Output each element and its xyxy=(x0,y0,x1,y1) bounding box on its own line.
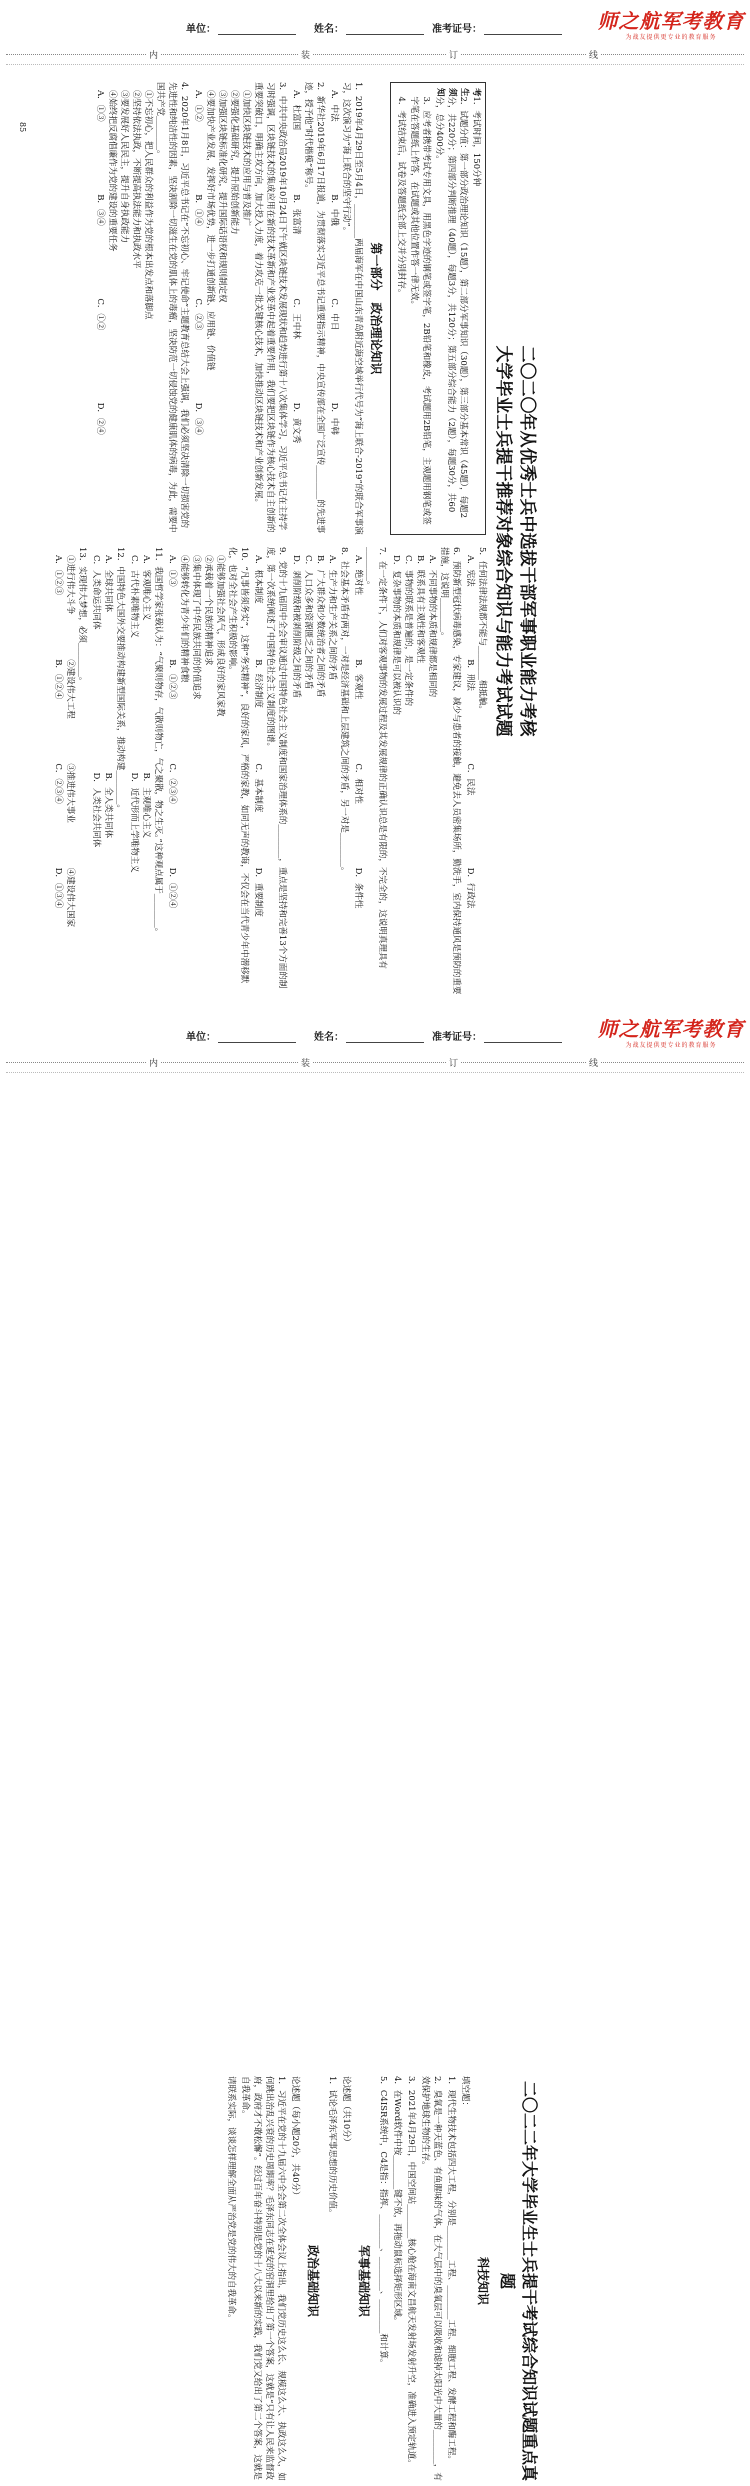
unit-field: 单位： xyxy=(186,20,296,35)
exam-page-1 xyxy=(10,82,540,1000)
cut-label: 装 xyxy=(298,1056,313,1069)
section-heading: 政治基础知识 xyxy=(306,2244,320,2317)
question-10: 10．“凡事皆须务实”，这种“务实精神”，良好的家风，严格的家教，如同无声的教诲，不仅会在当代青少年中潜移默化，也对全社会产生积极的影响。 ①能够加强社会风气，形成良好的家风家教 ②承载着一个民族的精神追求 ③集中体现了中华民族共同的价值追求 ④能够转化为青少年们的精神食粮 A．①③ B．①②③ C．②③④ D．①②④ xyxy=(167,547,249,984)
question-4: 4．2020年1月8日，习近平总书记在“不忘初心、牢记使命”主题教育总结大会上强调，我们必须坚决清除一切损害党的先进性和纯洁性的因素，坚决割除一切滋生在党的肌体上的毒瘤，坚决防范一切侵蚀党的健康肌体的病毒，为此，需要中国共产党________。 ①不忘初心，把人民群众的利益作为党的根本出发点和落脚点 ②坚持依法执政，不断提高执法能力和执政水平 ③要发展好人民民主，提升自身执政能力 ④始终把反腐倡廉作为党的建设的重要任务 A．①③ B．③④ C．①② D．②④ xyxy=(95,82,189,533)
section-intro: 填空题： xyxy=(460,2076,470,2111)
question-13: 13．实现伟大梦想，必须________。 ①进行伟大斗争 ②建设伟大工程 ③推进伟大事业 ④建设伟大国家 A．①②③ B．①②④ C．②③④ D．①③④ xyxy=(53,547,87,928)
name-field: 姓名： xyxy=(314,20,424,35)
essay-question: 1．习近平在党的十九届六中全会第二次全体会议上指出，我们党历史这么长、规模这么大、执政这么久，如何跳出治乱兴衰的历史周期率？毛泽东同志在延安的窑洞里给出了第一个答案，这就是“只有让人民来监督政府，政府才不敢松懈”。经过百年奋斗特别是党的十八大以来新的实践，我们党又给出了第二个答案，这就是自我革命。 xyxy=(240,2076,286,2481)
question-8: 8．社会基本矛盾有两对，一对是经济基础和上层建筑之间的矛盾，另一对是________。 A．生产力和生产关系之间的矛盾 B．广大群众和少数统治者之间的矛盾 C．人口众多和资源匮乏之间的矛盾 D．剥削阶级和被剥削阶级之间的矛盾 xyxy=(291,547,349,876)
question-3: 3．中共中央政治局2019年10月24日下午就区块链技术发展现状和趋势进行第十八次集体学习，习近平总书记在主持学习时强调，区块链技术的集成应用在新的技术革新和产业变革中起着重要作用，我们要把区块链作为核心技术自主创新的重要突破口，明确主攻方向，加大投入力度，着力攻克一批关键核心技术，加快推动区块链技术和产业创新发展。 ①加快区块链技术的应用与普及推广 ②要强化基础研究，提升原始创新能力 ③加强区块链标准化研究，提升国际话语权和规则制定权 ④要加快产业发展，发挥好市场优势，进一步打通创新链、应用链、价值链 A．①② B．①④ C．②③ D．③④ xyxy=(193,82,287,533)
cut-label: 内 xyxy=(146,48,161,61)
unit-field: 单位： xyxy=(186,1028,296,1043)
section-heading: 第一部分 政治理论知识 xyxy=(369,242,383,375)
brand-logo xyxy=(596,1016,746,1056)
exam-page-2 xyxy=(10,2076,540,2486)
section-intro: 论述题（每小题20分，共40分） xyxy=(290,2076,300,2200)
question-6: 6．预防新型冠状病毒感染，专家建议，减少与患者的接触，避免去人员密集场所，勤洗手，室内保持通风是预防的重要措施，这说明________。 A．不同事物的本质和规律都是相同的 B．联系具有主观性和客观性 C．事物的联系是普遍的，是一定条件的 D．复杂事物的本质和规律是可以被认识的 xyxy=(391,547,461,995)
question-1: 1．2019年4月29日至5月4日，________两届海军在中国山东青岛附近海空域举行代号为“海上联合-2019”的联合军事演习，这次演习为“海上联合的坚守行动”。 A．中法 B．中俄 C．中日 D．中韩 xyxy=(329,82,363,535)
logo-slogan: 为战友提供更专业的教育服务 xyxy=(625,34,717,41)
section-intro: 论述题（共10分） xyxy=(341,2076,351,2147)
cut-label: 订 xyxy=(446,1056,461,1069)
fill-question: 2．臭氧是一种天蓝色、有鱼腥味的气体，在大气层中的臭氧层可以吸收和滤掉太阳光中大量的________，有效保护地球生物的生存。 xyxy=(420,2076,442,2481)
exam-number-field: 准考证号： xyxy=(432,1028,562,1043)
question-7: 7．在一定条件下，人们对客观事物的发展过程及其发展规律的正确认识总是有限的，不完全的，这说明真理具有________。 A．绝对性 B．客观性 C．相对性 D．条件性 xyxy=(353,547,387,969)
question-2: 2．新华社2019年6月17日报道，为贯彻落实习近平总书记重要指示精神，中央宣传部在全国广泛宣传________的先进事迹，授予他“时代楷模”称号。 A．杜富国 B．张富清 C．王中林 D．黄文秀 xyxy=(291,82,325,534)
candidate-notice: 考生须知 1．考试时间，150分钟 2．试题分值：第一部分政治理论知识（15题），第二部分军事知识（30题），第三部分基本常识（45题），每题2分，共220分；第四部分判断推理（40题），每题3分，共120分；第五部分综合能力（2题），每题30分，共60分，总分400分。 3．应考者携带考试专用文具，用黑色字迹的钢笔或签字笔，2B铅笔和橡皮，考试题用2B铅笔，主观题用钢笔或签字笔在答题纸上作答，在试题或其他位置作答一律无效。 4．考试结束后，试卷及答题纸全部上交并分别封存。 xyxy=(390,82,486,535)
essay-prompt: 请联系实际，谈谈怎样理解全面从严治党是党的伟大的自我革命。 xyxy=(226,2076,236,2323)
cut-label: 订 xyxy=(446,48,461,61)
fill-question: 4．在Word软件中按________键不放，再拖动鼠标选择矩形区域。 xyxy=(392,2076,402,2326)
exam-sheet-1 xyxy=(0,0,750,1008)
cut-label: 线 xyxy=(586,1056,601,1069)
cut-label: 装 xyxy=(298,48,313,61)
section-heading: 军事基础知识 xyxy=(357,2244,371,2317)
binding-cut-line xyxy=(6,1052,744,1080)
exam-number-field: 准考证号： xyxy=(432,20,562,35)
cut-label: 内 xyxy=(146,1056,161,1069)
exam-title-line1: 二〇二〇年从优秀士兵中选拔干部军事职业能力考核 xyxy=(517,345,537,737)
question-9: 9．党的十九届四中全会审议通过中国特色社会主义制度和国家治理体系的________，重点是坚持和完善13个方面的制度，第一次系统阐述了中国特色社会主义制度的图谱。 A．根本制度 B．经济制度 C．基本制度 D．重要制度 xyxy=(253,547,287,989)
essay-question: 1．试论毛泽东军事思想的历史价值。 xyxy=(327,2076,337,2218)
logo-text: 师之航军考教育 xyxy=(597,1017,745,1041)
exam-title-line2: 大学毕业士兵提干推荐对象综合知识与能力考试试题 xyxy=(493,345,513,737)
binding-cut-line xyxy=(6,44,744,72)
exam-title: 二〇二二年大学毕业生士兵提干考试综合知识试题重点真题 xyxy=(498,2080,539,2481)
question-12: 12．中国特色大国外交要推动构建新型国际关系，推动构建________。 A．全球共同体 B．全人类共同体 C．人类命运共同体 D．人类社会共同体 xyxy=(91,547,125,848)
question-5: 5．任何法律法规都不能与________相抵触。 A．宪法 B．刑法 C．民法 D．行政法 xyxy=(465,547,487,909)
question-11: 11．我国哲学家张载认为：“气聚则物存，气散则物亡，气之聚散，物之生灭。”这种观点属于________。 A．客观唯心主义 B．主观唯心主义 C．古代朴素唯物主义 D．近代形而上学唯物主义 xyxy=(129,547,163,937)
exam-sheet-2 xyxy=(0,1008,750,2481)
name-field: 姓名： xyxy=(314,1028,424,1043)
fill-question: 3．2021年4月29日，中国空间站________核心舱在海南文昌航天发射场发射升空，准确进入预定轨道。 xyxy=(406,2076,416,2468)
cut-label: 线 xyxy=(586,48,601,61)
fill-question: 1．现代生物技术包括四大工程，分别是________工程、________工程、细胞工程、发酵工程和酶工程。 xyxy=(446,2076,456,2464)
logo-text: 师之航军考教育 xyxy=(597,9,745,33)
fill-question: 5．C4ISR系统中，C4是指：指挥、________、________、________和计算。 xyxy=(378,2076,388,2368)
logo-slogan: 为战友提供更专业的教育服务 xyxy=(625,1042,717,1049)
section-heading: 科技知识 xyxy=(476,2256,490,2305)
page-number: 85 xyxy=(18,122,27,133)
brand-logo xyxy=(596,8,746,48)
